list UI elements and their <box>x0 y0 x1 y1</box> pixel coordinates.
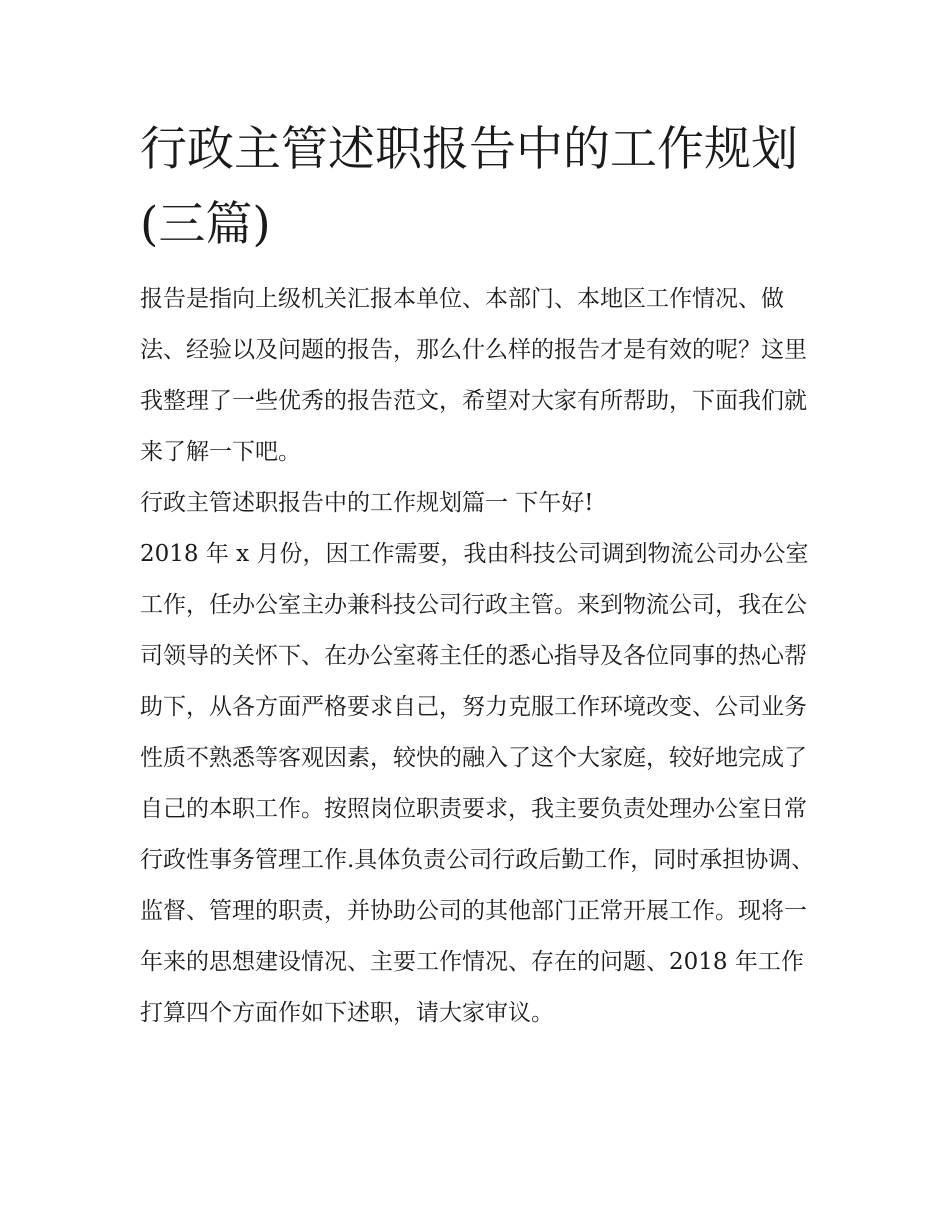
document-body <box>140 274 820 1039</box>
intro-paragraph: 报告是指向上级机关汇报本单位、本部门、本地区工作情况、做法、经验以及问题的报告，那么什么样的报告才是有效的呢？这里我整理了一些优秀的报告范文，希望对大家有所帮助，下面我们就来了解一下吧。 <box>140 286 807 465</box>
section-heading-paragraph: 行政主管述职报告中的工作规划篇一 下午好! <box>140 490 594 516</box>
body-paragraph: 2018 年 x 月份，因工作需要，我由科技公司调到物流公司办公室工作，任办公室主办兼科技公司行政主管。来到物流公司，我在公司领导的关怀下、在办公室蒋主任的悉心指导及各位同事的热心帮助下，从各方面严格要求自己，努力克服工作环境改变、公司业务性质不熟悉等客观因素，较快的融入了这个大家庭，较好地完成了自己的本职工作。按照岗位职责要求，我主要负责处理办公室日常行政性事务管理工作.具体负责公司行政后勤工作，同时承担协调、监督、管理的职责，并协助公司的其他部门正常开展工作。现将一年来的思想建设情况、主要工作情况、存在的问题、2018 年工作打算四个方面作如下述职，请大家审议。 <box>140 541 815 1026</box>
document-title: 行政主管述职报告中的工作规划(三篇) <box>140 122 798 252</box>
